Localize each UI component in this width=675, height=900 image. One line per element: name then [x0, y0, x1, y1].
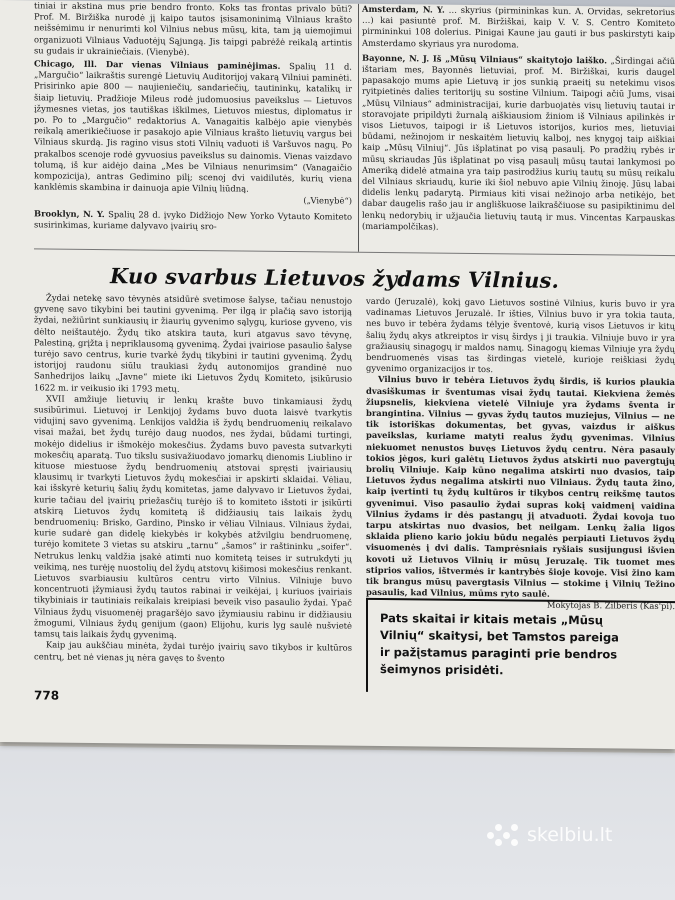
article-paragraph-2: XVII amžiuje lietuvių ir lenkų krašte buvo tinkamiausi žydų susibūrimui. Lietuvoj ir Lenkijoj žydams buvo duota laisvė tvarkytis vidujinį savo gyvenimą. Lenkijos valdžia iš žydų bendruomenių reikalavo visai mažai, bet žydų turėjo daug nuodos, nes žydai, būdami turtingi, mokėjo didelius ir išmokėjo mokesčius. Žydams buvo pavesta sutvarkyti mokesčių aparatą. Tuo tikslu susivažiuodavo jomarkų dienomis Liublino ir kituose miestuose žydų bendruomenių atstovai spręsti įvairiausių klausimų ir tvarkyti Lietuvos žydų mokesčiai ir apskirti sklaidai. Vėliau, kai išskyrė keturių šalių žydų komitetas, jame dalyvavo ir Lietuvos žydai, kurie tačiau del įvairių priežasčių turėjo iš to komiteto išstoti ir įsikūrti atskirą Lietuvos žydų komitetą iš didžiausių tais laikais žydų bendruomenių: Brisko, Gardino, Pinsko ir vėliau Vilniaus. Vilniaus žydai, kurie sudarė gan didelę kiekybės ir kokybės atžvilgiu bendruomenę, turėjo komitete 3 vietas su atskiru „tarnu“ „šamos“ ir raštininku „soifer“. Netrukus lenkų valdžia įsakė atimti nuo komitetą teises ir sutrukdyti jų veikimą, nes turėję nuostolių del žydų atstovų kišimosi mokesčius renkant. Lietuvos svarbiausiu kultūros centru virto Vilnius. Vilniuje buvo koncentruoti įžymiausi žydų tautos rabinai ir veikėjai, į kuriuos įvairiais tikybiniais ir tautiniais reikalais kreipiasi beveik viso pasaulio žydai. Ypač Vilniaus žydų visuomenėj pragaršėjo savo įžymiausiu rabinu ir didžiausiu žmogumi, Vilniaus žydų genijum (gaon) Elijohu, kuris lyg saulė nušvietė tamsų tais laikais žydų gyvenimą.	[34, 393, 352, 640]
column-divider	[358, 4, 359, 252]
article-paragraph-4: vardo (Jeruzalė), kokį gavo Lietuvos sostinė Vilnius, kuris buvo ir yra vadinamas Lietuvos Jeruzalė. Ir išties, Vilnius buvo ir yra tokia tauta, nes buvo ir tebėra žydams tėlyje šventovė, kurią visos Lietuvos ir kitų šalių žydų akys atkreiptos ir visų širdys į ji traukia. Vilniuje buvo ir yra gražiausių sinagogų ir maldos namų. Sinagogų kiemas Vilniuje yra žydų bendruomenės visas tas širdingas vietelė, kurioje reiškiasi žydų gyvenimo organizacijos ir tos.	[366, 295, 675, 375]
top-right-column	[362, 4, 675, 235]
top-left-column	[34, 0, 352, 233]
ad-line-3: ir pažįstamus paraginti prie bendros	[380, 644, 618, 662]
ad-line-1: Pats skaitai ir kitais metais „Mūsų	[380, 610, 603, 628]
chicago-title: Chicago, Ill. Dar vienas Vilniaus paminėjimas.	[34, 58, 281, 71]
vienybe-text: tiniai ir akstina mus prie bendro fronto. Koks tas frontas privalo būti? Prof. M. Biržiška nurodė jį kaipo tautos įsisamoninimą Vilniaus krašto neišsėmimu ir nenurimti kol Vilnius nebus mūsų, kita, tam ją uiemojimui organizuoti Vilniaus Vaduotėjų Sąjungą. Jis taipgi pabrėžė reikalą artintis su gudais ir ukrainiečiais. (Vienybė).	[34, 0, 352, 57]
article-paragraph-1: Žydai netekę savo tėvynės atsidūrė svetimose šalyse, tačiau nenustojo gyvenę savo tikybini bei tautini gyvenimą. Per ilgą ir plačią savo istoriją žydai, nežiūrint sunkiausių ir žiaurių gyvenimo sąlygų, kuriose gyveno, vis dėlto neištautėjo. Žydų tiko atskira tauta, kuri atgavus savo tėvynę, Palestiną, grįžta į nepriklausomą gyvenimą. Žydai įvairiose pasaulio šalyse turėjo savo centrus, kurie tvarkė žydų tikybini ir tautini gyvenimą. Žydų istorijoj raudonu siūlu traukiasi žydų autonomijos grandinė nuo Sanhedrijos laikų „Javne“ miete iki Lietuvos Žydų Komiteto, įsikūrusio 1622 m. ir veikusio iki 1793 metų.	[34, 292, 352, 394]
skelbiu-dots-logo-icon	[487, 822, 521, 848]
chicago-signature: („Vienybė“)	[303, 195, 352, 207]
ad-line-2: Vilnių“ skaitysi, bet Tamstos pareiga	[380, 627, 619, 645]
ad-line-4: šeimynos prisidėti.	[380, 661, 504, 678]
brooklyn-title: Brooklyn, N. Y.	[34, 208, 105, 219]
watermark-text: skelbiu.lt	[527, 824, 613, 846]
amsterdam-title: Amsterdam, N. Y.	[362, 3, 445, 15]
article-signature: Mokytojas B. Zilberis (Kas'pi).	[546, 600, 675, 612]
bayonne-title: Bayonne, N. J. Iš „Mūsų Vilniaus“ skaitytojo laiško.	[362, 52, 608, 66]
bottom-right-column	[366, 296, 675, 613]
brooklyn-text: Spalių 28 d. įvyko Didžiojo New Yorko Vytauto Komiteto susirinkimas, kuriame dalyvavo įvairių sro-	[34, 208, 352, 232]
subscription-ad	[380, 610, 675, 681]
page-number: 778	[34, 688, 60, 703]
article-paragraph-3: Kaip jau aukščiau minėta, žydai turėjo įvairių savo tikybos ir kultūros centrų, bet nė vienas jų nėra gavęs to švento	[34, 639, 352, 663]
article-paragraph-5: Vilnius buvo ir tebėra Lietuvos žydų širdis, iš kurios plaukia dvasiškumas ir šventumas visai žydų tautai. Kiekviena žemės žiupsnelis, kiekviena vietelė Vilniuje yra žydams šventa ir brangintina. Vilnius — gyvas žydų tautos muziejus, Vilnius — ne tik istoriškas dokumentas, bet gyvas, vaizdus ir aiškus paveikslas, kuriame matyti realus žydų gyvenimas. Vilnius niekuomet nenustos buvęs Lietuvos žydų centru. Nėra pasauly tokios jėgos, kuri galėtų Lietuvos žydus atskirti nuo pavergtųjų brolių Vilniuje. Kaip kūno negalima atskirti nuo dvasios, taip Lietuvos žydus negalima atskirti nuo Vilniaus. Žydų tauta žino, kaip įvertinti tų žydų kultūros ir tikybos centrų reikšmę tautos gyvenimui. Viso pasaulio žydai supras kokį vaidmenį vaidina Vilnius žydams ir dės pastangų jį atvaduoti. Žydai kovoja tuo tarpu atskirtas nuo dvasios, bet neilgam. Lenkų žalia ligos sklaida plieno kario jokiu būdu negalės perpiauti Lietuvos žydų visuomenės į dvi dalis. Tamprėsniais ryšiais susijungusi išvien kovoti už Lietuvos Vilnių ir mūsų Jeruzalę. Tik tuomet mes stiprios valios, ištvermės ir kantrybės šioje kovoje. Visi žino kam tik brangus mūsų pavergtasis Vilnius — stokime į Vilnių Težino pasaulis, kad Vilnius, mūms ryto saulė.	[366, 374, 675, 600]
watermark	[487, 822, 612, 848]
section-rule	[34, 248, 675, 256]
bottom-left-column	[34, 292, 352, 665]
bayonne-text: „Širdingai ačiū ištariam mes, Bayonnės lietuviai, prof. M. Biržiškai, kuris daugel papasakojo mums apie Lietuvą ir jos sunkią praeitį su netekimu visos ryitpietinės dalies teritorijų su sostine Vilnium. Taipogi ačiū Jums, visai „Mūsų Vilniaus“ administracijai, kurie darbuojatės visų lietuvių tautai ir storavojate pripildyti žurnalą aiškiausiom žiniom iš Vilniaus apilinkės ir visos Lietuvos, taipogi ir iš Lietuvos istorijos, kurios mes, lietuviai būdami, nežinojom ir neskaitėm lietuvių kalboj, nes knygoj taip aiškiai kaip „Mūsų Vilniuj“. Jūs išplatinat po visą pasaulį. Po pradžių rybės ir mūsų skriaudas Jūs išplatinat po visą pasaulį mūsų tautai lankymosi po Ameriką didelė atmaina yra taip pasirodžius kurių tautų su mūsų reikalu del Vilniaus skriaudų, kurie iki šiol nebuvo apie Vilnių žinoję. Jūsų labai didelis lenkų padarytą. Pirmiaus kiti visai nežinojo arba netikėjo, bet dabar daugelis rašo jau ir angliškuose laikraščiuose su pasipiktinimu del lenkų nedorybių ir užjaučia lietuvių tautą ir mus. Vincentas Karpauskas (mariampolčikas).	[362, 55, 675, 232]
chicago-text: Spalių 11 d. „Margučio“ laikraštis surengė Lietuvių Auditorijoj vakarą Vilniui paminėti. Prisirinko apie 800 — naujieniečių, sandariečių, tautininkų, katalikų ir šiaip lietuvių. Pradžioje Mileus rodė judomuosius paveikslus — Lietuvos įžymesnes vietas, jos tautiškas iškilmes, Lietuvos miestus, diplomatus ir po. Po to „Margučio“ redaktorius A. Vanagaitis kalbėjo apie vienybės reikalą amerikiečiuose ir pasakojo apie Vilniaus krašto lietuvių vargus bei Vilniaus skurdą. Jis ragino visus stoti Vilnių vaduoti iš Varšuvos nagų. Po prakalbos scenoje rodė gyvuosius paveikslus su dainomis. Vienas vaizdavo tolumą, iš kur aidėjo daina „Mes be Vilniaus nenurimsim“ (Vanagaičio kompozicija), antras Gedimino pilį; scenoj dvi vaidilutės, kurių viena kanklėmis skambina ir dainuoja apie Vilnių liūdną.	[34, 61, 352, 194]
article-headline: Kuo svarbus Lietuvos žydams Vilnius.	[110, 263, 560, 293]
amsterdam-text: … skyrius (pirmininkas kun. A. Orvidas, sekretorius …) kai pasiuntė prof. M. Biržiškai, kaip V. V. S. Centro Komiteto pirmininkui 108 dolerius. Pinigai Kaune jau gauti ir bus paskirstyti kaip Amsterdamo skyriaus yra nurodoma.	[362, 4, 675, 50]
